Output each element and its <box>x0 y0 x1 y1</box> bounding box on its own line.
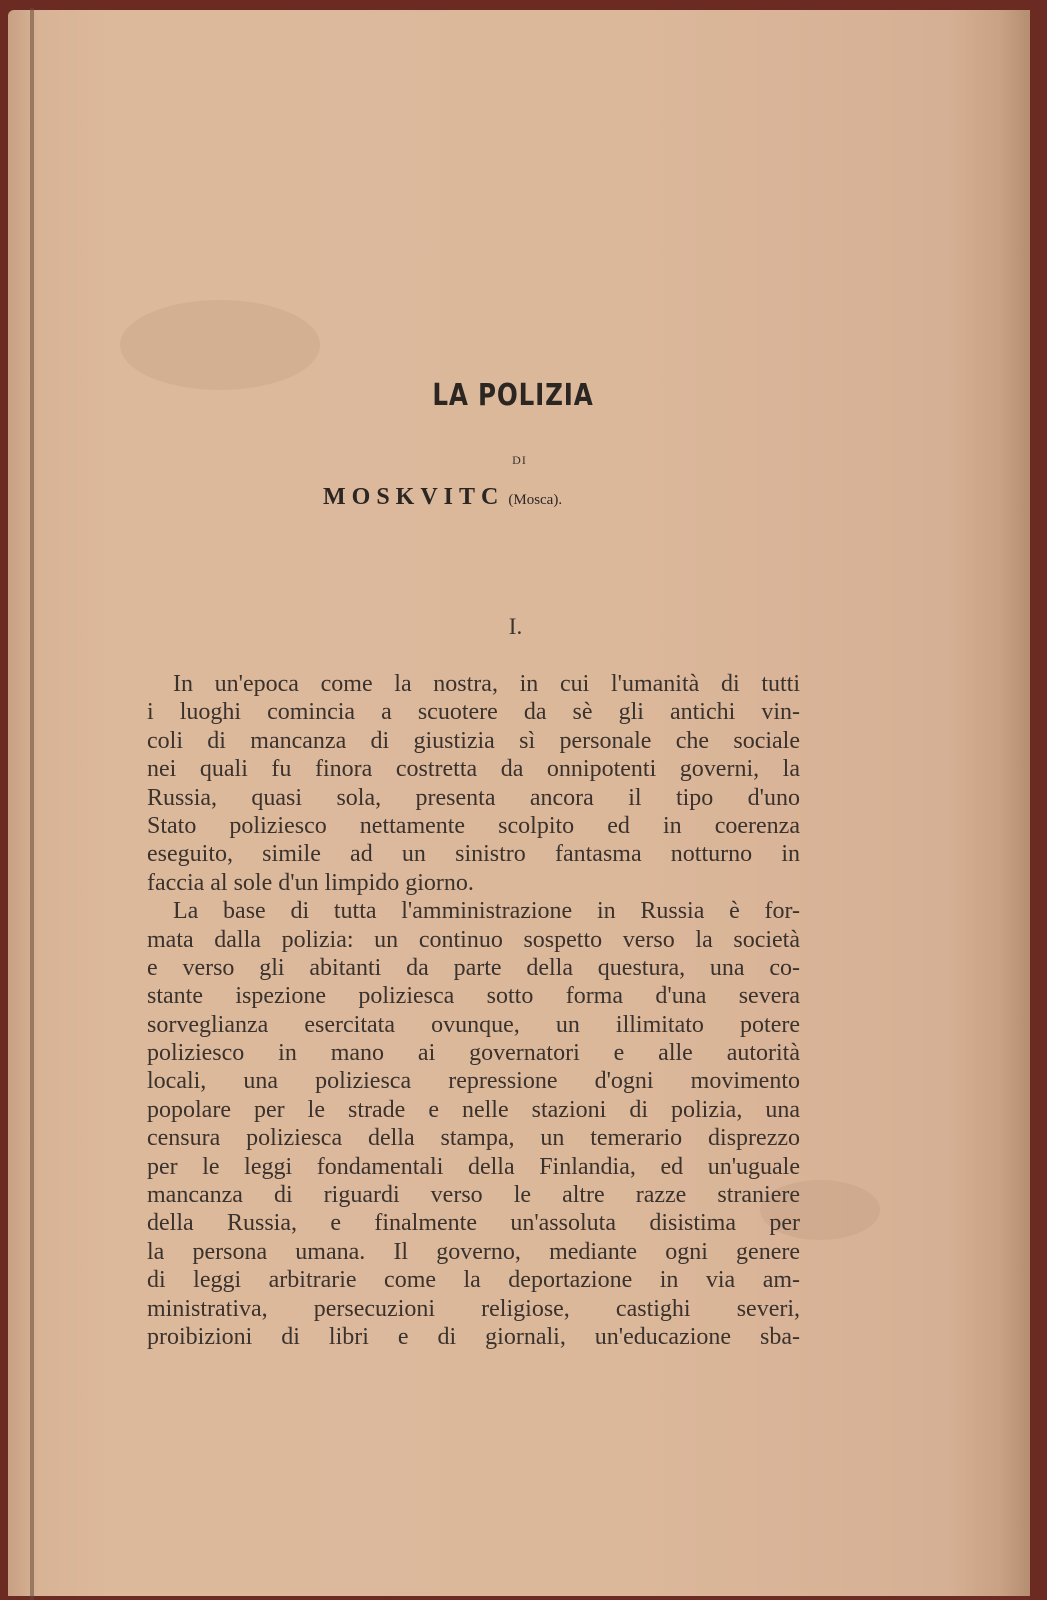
text-line: i luoghi comincia a scuotere da sè gli antichi vin- <box>147 699 800 726</box>
text-line: di leggi arbitrarie come la deportazione in via am- <box>147 1267 800 1294</box>
chapter-title-text: LA POLIZIA <box>432 378 594 413</box>
text-line: ministrativa, persecuzioni religiose, castighi severi, <box>147 1295 800 1322</box>
text-line: sorveglianza esercitata ovunque, un illimitato potere <box>147 1011 800 1038</box>
author-line <box>323 484 562 511</box>
text-line: coli di mancanza di giustizia sì personale che sociale <box>147 727 800 754</box>
chapter-title <box>84 378 943 413</box>
text-line: La base di tutta l'amministrazione in Russia è for- <box>173 898 800 925</box>
text-line: faccia al sole d'un limpido giorno. <box>147 869 474 896</box>
text-line: per le leggi fondamentali della Finlandia, ed un'uguale <box>147 1153 800 1180</box>
book-gutter <box>30 8 34 1600</box>
text-line: e verso gli abitanti da parte della questura, una co- <box>147 954 800 981</box>
text-line: Stato poliziesco nettamente scolpito ed in coerenza <box>147 812 800 839</box>
text-line: la persona umana. Il governo, mediante ogni genere <box>147 1238 800 1265</box>
author-note: (Mosca). <box>508 492 563 508</box>
text-line: proibizioni di libri e di giornali, un'educazione sba- <box>147 1323 800 1350</box>
text-line: stante ispezione poliziesca sotto forma d'una severa <box>147 983 800 1010</box>
text-line: mancanza di riguardi verso le altre razze straniere <box>147 1182 800 1209</box>
text-line: Russia, quasi sola, presenta ancora il tipo d'uno <box>147 784 800 811</box>
title-connector: DI <box>512 453 527 467</box>
text-line: mata dalla polizia: un continuo sospetto verso la società <box>147 926 800 953</box>
text-line: eseguito, simile ad un sinistro fantasma notturno in <box>147 841 800 868</box>
text-line: nei quali fu finora costretta da onnipotenti governi, la <box>147 756 800 783</box>
text-line: censura poliziesca della stampa, un temerario disprezzo <box>147 1125 800 1152</box>
text-line: popolare per le strade e nelle stazioni di polizia, una <box>147 1096 800 1123</box>
author-name: MOSKVITC <box>323 484 505 510</box>
text-line: della Russia, e finalmente un'assoluta disistima per <box>147 1210 800 1237</box>
text-line: locali, una poliziesca repressione d'ogni movimento <box>147 1068 800 1095</box>
body-text <box>147 670 800 1351</box>
section-number: I. <box>508 614 523 639</box>
text-line: poliziesco in mano ai governatori e alle autorità <box>147 1040 800 1067</box>
paper-stain <box>120 300 320 390</box>
text-line: In un'epoca come la nostra, in cui l'umanità di tutti <box>173 671 800 697</box>
